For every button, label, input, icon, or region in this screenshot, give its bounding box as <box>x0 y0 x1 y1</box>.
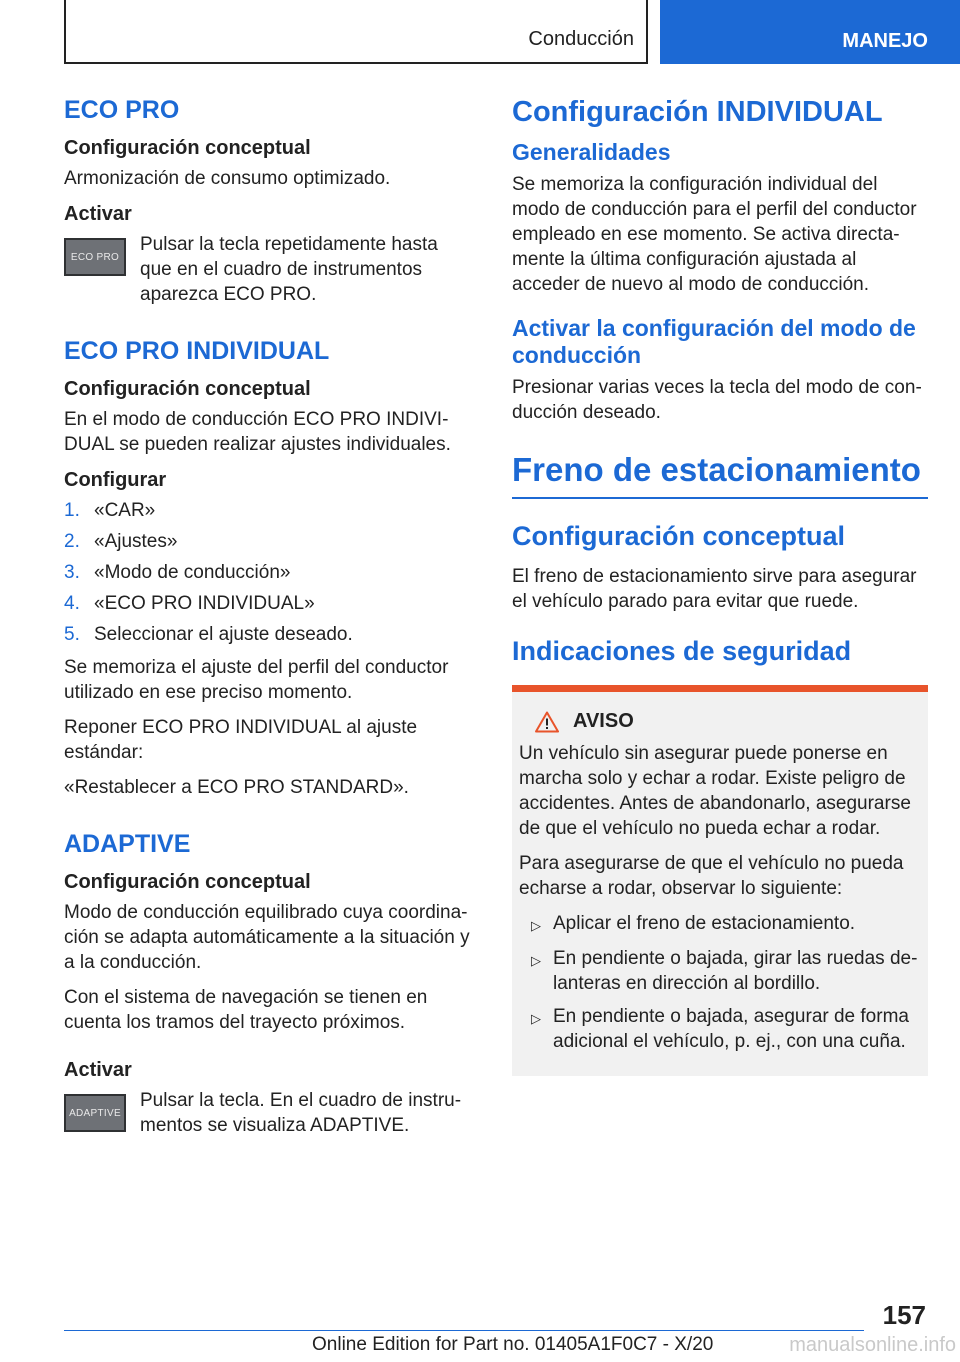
activate-config-heading: Activar la configuración del modo de conducción <box>512 315 916 368</box>
step-item <box>64 560 474 585</box>
edition-text: Online Edition for Part no. 01405A1F0C7 - X/20 <box>312 1334 714 1355</box>
parking-concept-text: El freno de estacionamiento sirve para asegurar el vehículo parado para evitar que ruede. <box>512 566 917 612</box>
bullet-triangle-icon: ▷ <box>531 953 541 968</box>
step-text: «Modo de conducción» <box>94 562 291 583</box>
bullet-item <box>519 1004 921 1054</box>
warning-text: Un vehículo sin asegurar puede ponerse en marcha solo y echar a rodar. Existe peligro de accidentes. Antes de abandonarlo, asegurarse de que el vehículo no pueda echar a rodar. <box>519 743 911 839</box>
footer-divider <box>64 1330 864 1331</box>
reset-option: «Restablecer a ECO PRO STANDARD». <box>64 777 409 798</box>
step-text: «ECO PRO INDIVIDUAL» <box>94 593 315 614</box>
eco-pro-individual-title: ECO PRO INDIVIDUAL <box>64 337 330 365</box>
bullet-item <box>519 946 921 996</box>
step-item <box>64 591 474 616</box>
general-heading: Generalidades <box>512 139 671 165</box>
bullet-item <box>519 911 921 938</box>
left-column <box>64 96 474 1140</box>
eco-pro-activate-row <box>64 232 474 307</box>
adaptive-nav-text: Con el sistema de navegación se tienen en cuenta los tramos del trayecto próximos. <box>64 987 428 1033</box>
adaptive-button-icon: ADAPTIVE <box>64 1094 126 1132</box>
eco-pro-individual-concept-text: En el modo de conducción ECO PRO INDIVIDUAL se pueden realizar ajustes individuales. <box>64 409 451 455</box>
parking-brake-title: Freno de estacionamiento <box>512 451 928 499</box>
eco-pro-title: ECO PRO <box>64 96 180 124</box>
bullet-text: En pendiente o bajada, asegurar de forma adicional el vehículo, p. ej., con una cuña. <box>553 1006 909 1052</box>
eco-pro-individual-concept-heading: Configuración conceptual <box>64 378 311 400</box>
step-item <box>64 622 474 647</box>
right-column <box>512 96 928 1076</box>
step-item <box>64 498 474 523</box>
page-number: 157 <box>882 1300 926 1330</box>
step-number: 1. <box>64 500 80 521</box>
warning-label: AVISO <box>573 710 634 732</box>
warning-intro: Para asegurarse de que el vehículo no pueda echarse a rodar, observar lo siguiente: <box>519 853 904 899</box>
reset-text: Reponer ECO PRO INDIVIDUAL al ajuste estándar: <box>64 717 418 763</box>
warning-bar <box>512 685 928 692</box>
adaptive-concept-text: Modo de conducción equilibrado cuya coordinación se adapta automáticamente a la situación y a la conducción. <box>64 902 470 973</box>
eco-pro-activate-text: Pulsar la tecla repetidamente hasta que en el cuadro de instrumentos aparezca ECO PRO. <box>140 234 438 305</box>
general-text: Se memoriza la configuración individual del modo de conducción para el perfil del conductor empleado en ese momento. Se activa directamente la última configuración ajustada al acceder de nuevo al modo de conducción. <box>512 174 917 295</box>
warning-title <box>535 710 921 733</box>
step-text: «Ajustes» <box>94 531 178 552</box>
individual-title: Configuración INDIVIDUAL <box>512 96 883 128</box>
chapter-tab: MANEJO <box>660 0 960 64</box>
adaptive-concept-heading: Configuración conceptual <box>64 871 311 893</box>
step-text: Seleccionar el ajuste deseado. <box>94 624 353 645</box>
adaptive-title: ADAPTIVE <box>64 830 191 858</box>
parking-concept-heading: Configuración conceptual <box>512 521 846 551</box>
step-number: 5. <box>64 624 80 645</box>
step-number: 4. <box>64 593 80 614</box>
configure-heading: Configurar <box>64 469 167 491</box>
configure-steps <box>64 498 474 647</box>
eco-pro-concept-text: Armonización de consumo optimizado. <box>64 168 391 189</box>
watermark: manualsonline.info <box>789 1334 956 1356</box>
bullet-triangle-icon: ▷ <box>531 1011 541 1026</box>
warning-bullets <box>519 911 921 1054</box>
bullet-text: En pendiente o bajada, girar las ruedas delanteras en dirección al bordillo. <box>553 948 918 994</box>
eco-pro-concept-heading: Configuración conceptual <box>64 137 311 159</box>
step-number: 3. <box>64 562 80 583</box>
adaptive-activate-heading: Activar <box>64 1059 132 1081</box>
safety-heading: Indicaciones de seguridad <box>512 636 852 666</box>
bullet-text: Aplicar el freno de estacionamiento. <box>553 913 856 934</box>
eco-pro-button-icon: ECO PRO <box>64 238 126 276</box>
memorize-text: Se memoriza el ajuste del perfil del conductor utilizado en ese preciso momento. <box>64 657 449 703</box>
adaptive-activate-text: Pulsar la tecla. En el cuadro de instrumentos se visualiza ADAPTIVE. <box>140 1090 462 1136</box>
activate-config-text: Presionar varias veces la tecla del modo de conducción deseado. <box>512 377 922 423</box>
section-title: Conducción <box>528 28 634 50</box>
step-number: 2. <box>64 531 80 552</box>
header-frame <box>64 0 648 64</box>
bullet-triangle-icon: ▷ <box>531 918 541 933</box>
step-text: «CAR» <box>94 500 156 521</box>
warning-triangle-icon <box>535 711 559 733</box>
adaptive-activate-row <box>64 1088 474 1138</box>
eco-pro-activate-heading: Activar <box>64 203 132 225</box>
warning-box <box>512 692 928 1076</box>
step-item <box>64 529 474 554</box>
